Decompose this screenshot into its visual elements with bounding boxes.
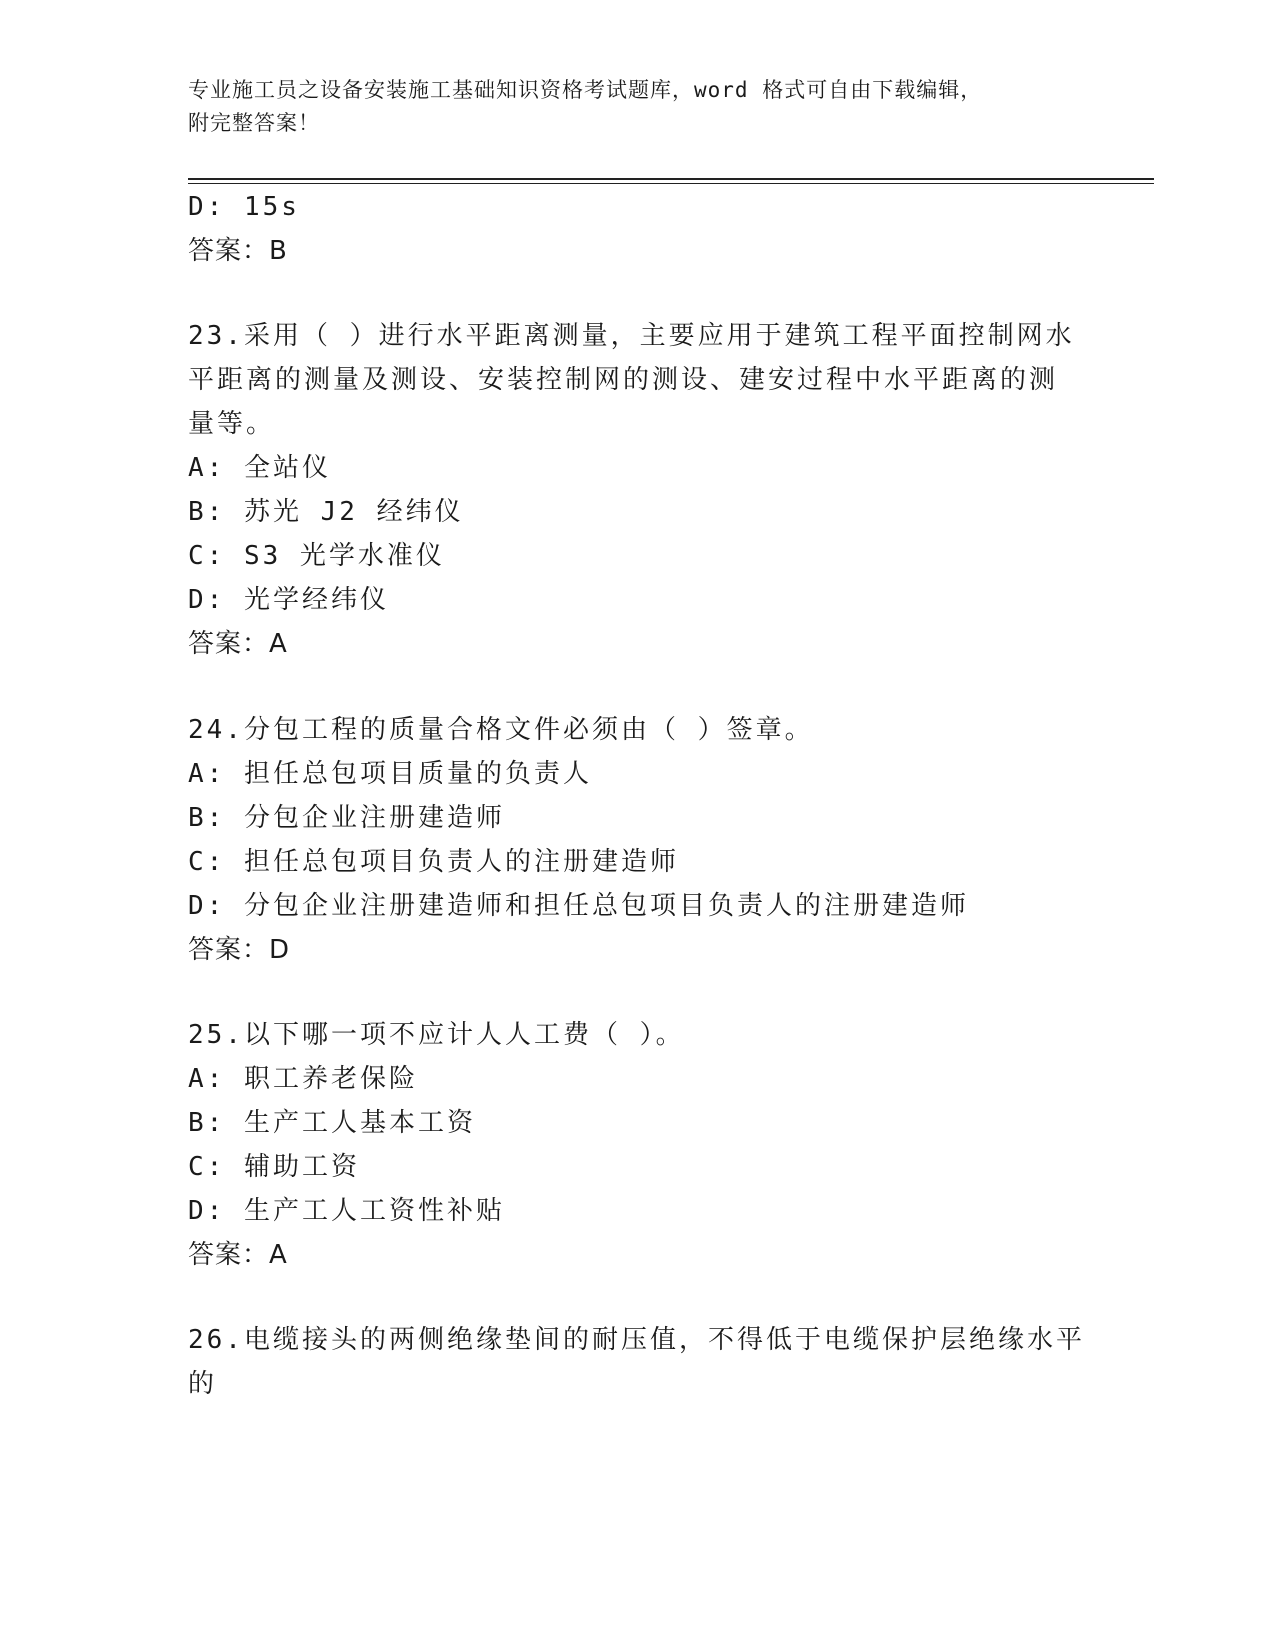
q25-option-d: D: 生产工人工资性补贴 bbox=[188, 1196, 505, 1226]
document-header bbox=[188, 74, 1088, 140]
header-rule-thick bbox=[188, 178, 1154, 180]
q24-option-a: A: 担任总包项目质量的负责人 bbox=[188, 759, 592, 789]
q25-answer: 答案：A bbox=[188, 1240, 288, 1270]
prev-answer: 答案：B bbox=[188, 236, 288, 266]
q24-text-line-1: 24.分包工程的质量合格文件必须由（ ）签章。 bbox=[188, 715, 814, 745]
q25-option-a: A: 职工养老保险 bbox=[188, 1064, 418, 1094]
q23-text-line-1: 23.采用（ ）进行水平距离测量，主要应用于建筑工程平面控制网水 bbox=[188, 321, 1075, 351]
q23-text-line-2: 平距离的测量及测设、安装控制网的测设、建安过程中水平距离的测 bbox=[188, 365, 1059, 395]
header-line-1: 专业施工员之设备安装施工基础知识资格考试题库，word 格式可自由下载编辑， bbox=[188, 78, 983, 102]
q23-option-d: D: 光学经纬仪 bbox=[188, 585, 389, 615]
q23-text-line-3: 量等。 bbox=[188, 409, 276, 439]
q23-option-c: C: S3 光学水准仪 bbox=[188, 541, 445, 571]
q25-option-b: B: 生产工人基本工资 bbox=[188, 1108, 476, 1138]
header-rule-thin bbox=[188, 183, 1154, 184]
q23-answer: 答案：A bbox=[188, 629, 288, 659]
prev-option-d: D: 15s bbox=[188, 192, 300, 222]
header-line-2: 附完整答案！ bbox=[188, 111, 320, 135]
q25-option-c: C: 辅助工资 bbox=[188, 1152, 360, 1182]
q26-text-line-2: 的 bbox=[188, 1369, 218, 1399]
q24-option-d: D: 分包企业注册建造师和担任总包项目负责人的注册建造师 bbox=[188, 891, 969, 921]
q24-option-c: C: 担任总包项目负责人的注册建造师 bbox=[188, 847, 679, 877]
q23-option-a: A: 全站仪 bbox=[188, 453, 331, 483]
q25-text-line-1: 25.以下哪一项不应计人人工费（ ）。 bbox=[188, 1020, 685, 1050]
q24-option-b: B: 分包企业注册建造师 bbox=[188, 803, 505, 833]
q23-option-b: B: 苏光 J2 经纬仪 bbox=[188, 497, 464, 527]
q26-text-line-1: 26.电缆接头的两侧绝缘垫间的耐压值，不得低于电缆保护层绝缘水平 bbox=[188, 1325, 1085, 1355]
q24-answer: 答案：D bbox=[188, 935, 291, 965]
